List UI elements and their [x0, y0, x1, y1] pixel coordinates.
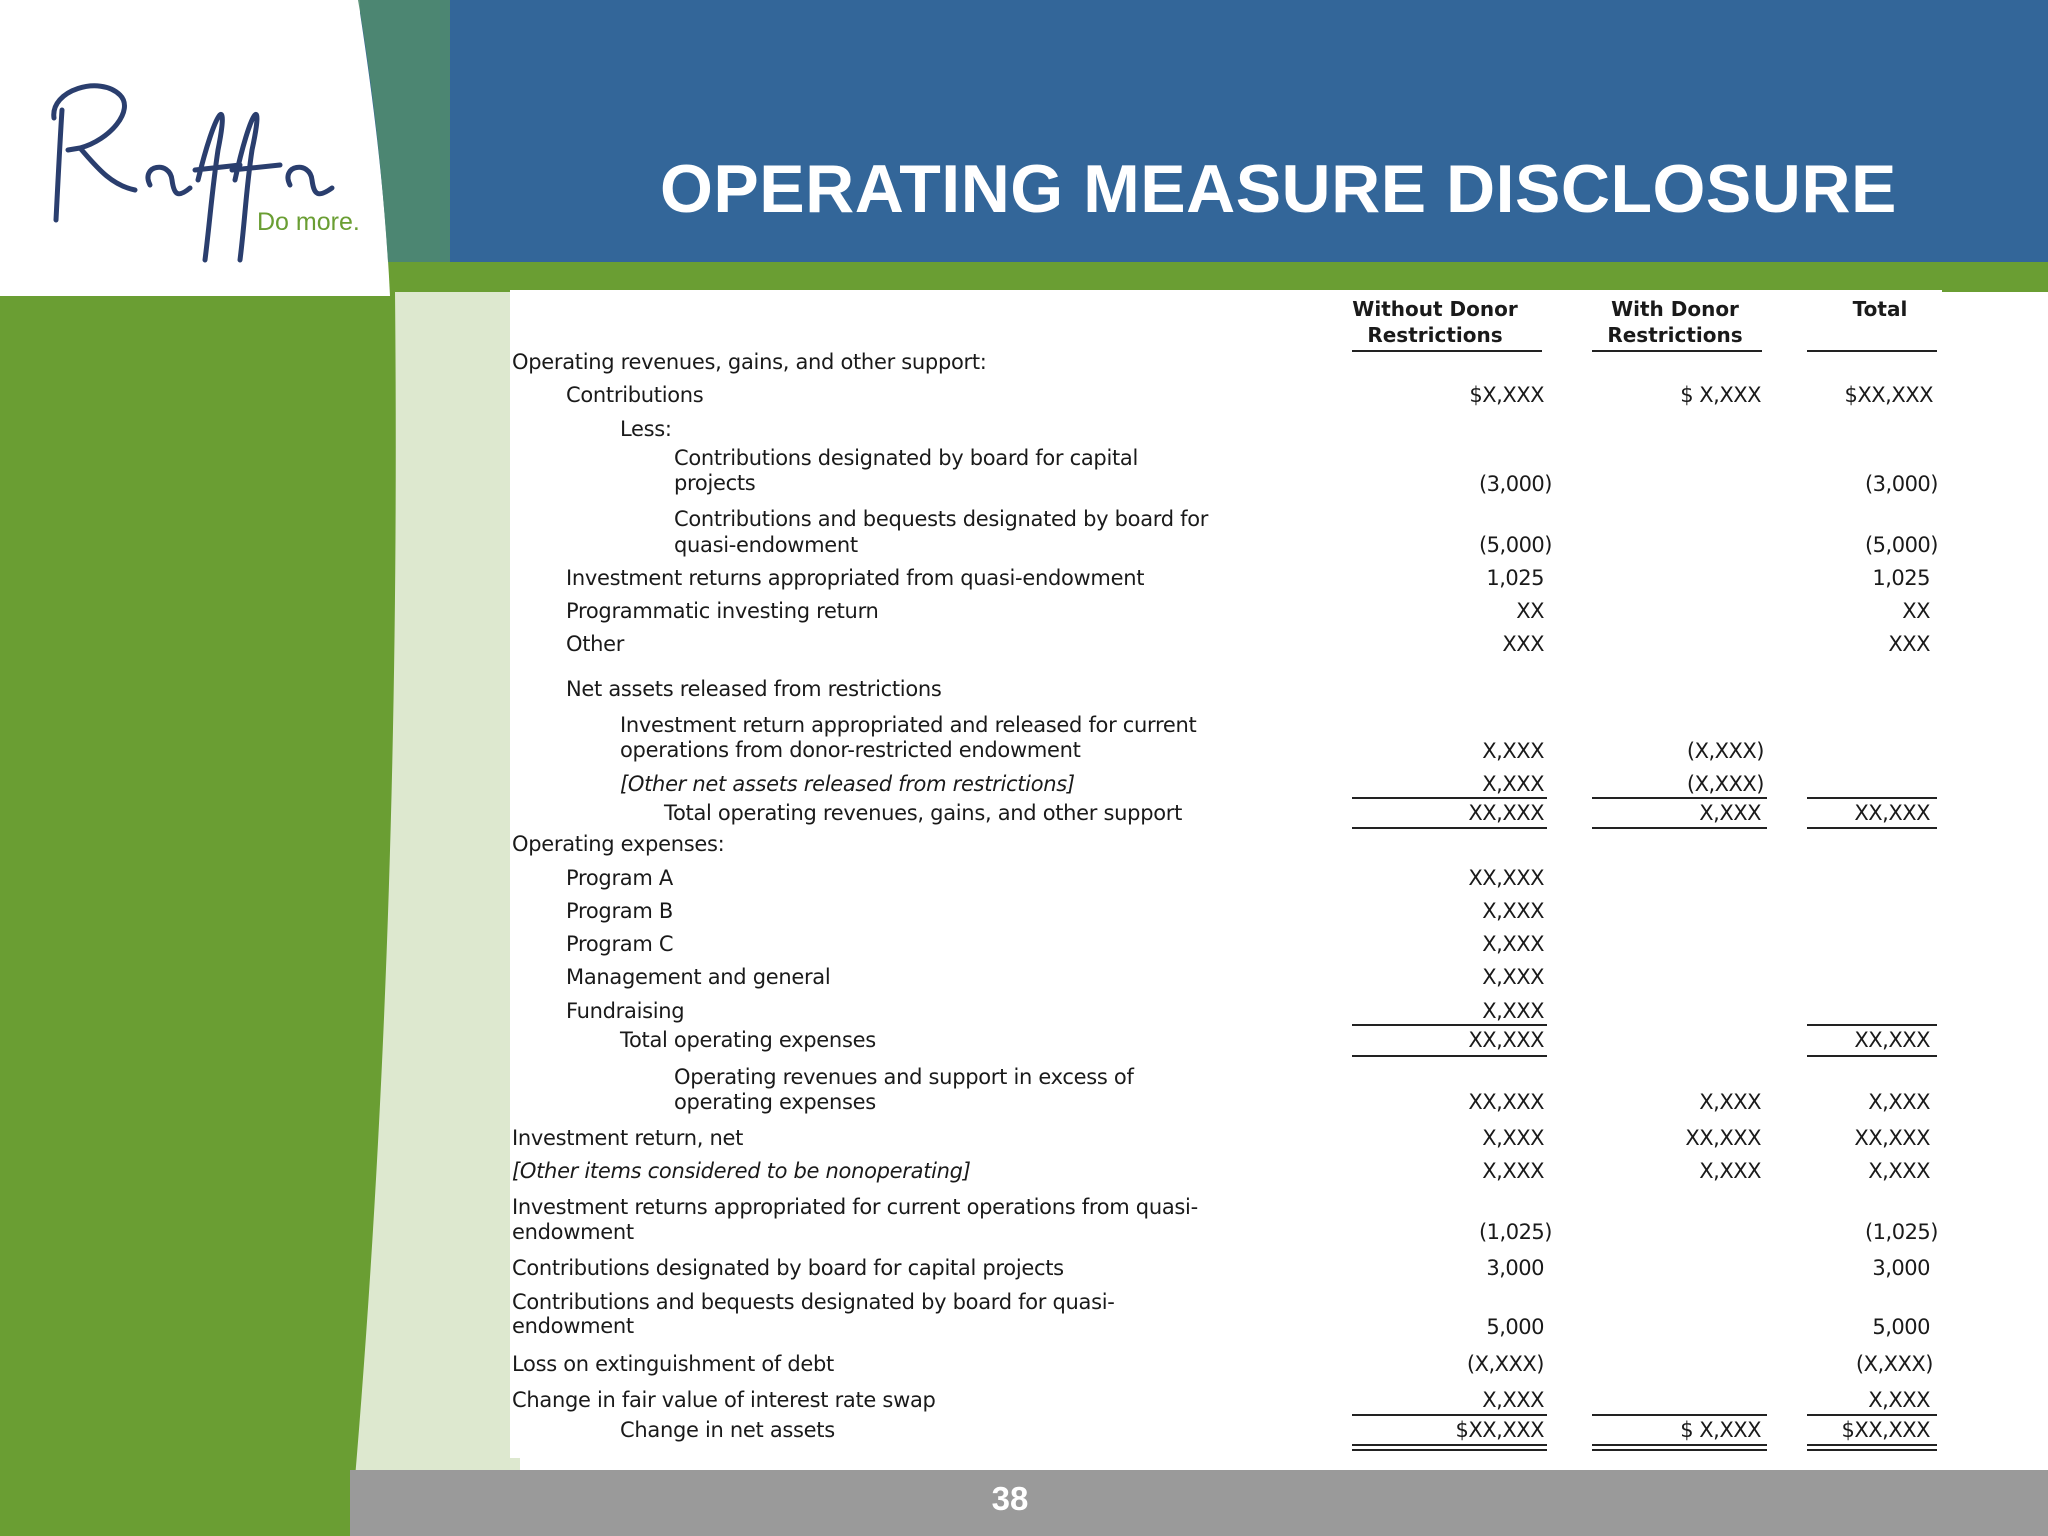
financial-statement — [510, 290, 1942, 1458]
left-green-panel — [0, 292, 420, 1536]
value-total: (X,XXX) — [1855, 1352, 1933, 1376]
statement-row-label: Total operating revenues, gains, and other support — [664, 801, 1183, 825]
value-with-donor: $ X,XXX — [1680, 383, 1761, 407]
value-total: (3,000) — [1864, 472, 1938, 496]
value-total: X,XXX — [1868, 1090, 1930, 1114]
statement-row-label: Investment return appropriated and released for current — [620, 713, 1197, 737]
value-without-donor: X,XXX — [1482, 965, 1544, 989]
statement-row-label: Investment returns appropriated from quasi-endowment — [566, 566, 1145, 590]
total-double-rule — [1352, 1449, 1547, 1451]
total-double-rule — [1592, 1444, 1767, 1446]
value-without-donor: 5,000 — [1486, 1315, 1544, 1339]
value-without-donor: XXX — [1502, 632, 1544, 656]
statement-row-label: Operating revenues, gains, and other support: — [512, 350, 987, 374]
value-without-donor: X,XXX — [1482, 932, 1544, 956]
value-with-donor: $ X,XXX — [1680, 1418, 1761, 1442]
statement-row-label: Change in net assets — [620, 1418, 835, 1442]
statement-row-label: Contributions designated by board for capital projects — [512, 1256, 1064, 1280]
value-total: $XX,XXX — [1844, 383, 1933, 407]
statement-row-label: Net assets released from restrictions — [566, 677, 942, 701]
statement-row-label: Investment return, net — [512, 1126, 744, 1150]
total-rule — [1352, 1055, 1547, 1057]
subtotal-rule — [1807, 1024, 1937, 1026]
statement-row-label: Less: — [620, 417, 672, 441]
value-without-donor: (5,000) — [1478, 533, 1552, 557]
value-without-donor: X,XXX — [1482, 1159, 1544, 1183]
value-without-donor: 1,025 — [1486, 566, 1544, 590]
statement-row-label-cont: endowment — [512, 1220, 634, 1244]
subtotal-rule — [1352, 797, 1547, 799]
value-with-donor: X,XXX — [1699, 1090, 1761, 1114]
value-total: XX,XXX — [1854, 1126, 1930, 1150]
value-without-donor: 3,000 — [1486, 1256, 1544, 1280]
statement-row-label: [Other net assets released from restrictions] — [620, 772, 1075, 796]
value-without-donor: (X,XXX) — [1466, 1352, 1544, 1376]
value-without-donor: (1,025) — [1478, 1220, 1552, 1244]
value-with-donor: X,XXX — [1699, 801, 1761, 825]
value-without-donor: XX,XXX — [1468, 1028, 1544, 1052]
slide-title: OPERATING MEASURE DISCLOSURE — [660, 151, 1897, 227]
value-with-donor: (X,XXX) — [1686, 739, 1764, 763]
header-underline — [1352, 350, 1542, 352]
statement-row-label: Contributions designated by board for capital — [674, 446, 1139, 470]
column-header-without-donor: Without Donor Restrictions — [1352, 297, 1518, 347]
value-without-donor: X,XXX — [1482, 1388, 1544, 1412]
total-double-rule — [1592, 1449, 1767, 1451]
value-without-donor: $X,XXX — [1469, 383, 1544, 407]
subtotal-rule — [1352, 1414, 1547, 1416]
column-header-total: Total — [1852, 297, 1908, 321]
total-double-rule — [1807, 1449, 1937, 1451]
statement-row-label: Operating expenses: — [512, 832, 725, 856]
total-rule — [1807, 827, 1937, 829]
logo-tagline: Do more. — [257, 208, 360, 236]
subtotal-rule — [1807, 797, 1937, 799]
statement-row-label-cont: operations from donor-restricted endowment — [620, 738, 1081, 762]
value-without-donor: X,XXX — [1482, 1126, 1544, 1150]
value-total: X,XXX — [1868, 1159, 1930, 1183]
value-total: 1,025 — [1872, 566, 1930, 590]
total-rule — [1592, 827, 1767, 829]
statement-row-label: Program A — [566, 866, 673, 890]
value-total: XX,XXX — [1854, 1028, 1930, 1052]
logo — [40, 70, 360, 275]
value-without-donor: X,XXX — [1482, 739, 1544, 763]
statement-row-label-cont: projects — [674, 471, 756, 495]
statement-row-label: Program C — [566, 932, 674, 956]
value-total: XX,XXX — [1854, 801, 1930, 825]
value-total: (5,000) — [1864, 533, 1938, 557]
subtotal-rule — [1352, 1024, 1547, 1026]
value-without-donor: (3,000) — [1478, 472, 1552, 496]
total-rule — [1807, 1055, 1937, 1057]
page-number: 38 — [991, 1480, 1029, 1517]
value-total: XXX — [1888, 632, 1930, 656]
total-double-rule — [1352, 1444, 1547, 1446]
statement-row-label: Contributions — [566, 383, 704, 407]
statement-row-label: Operating revenues and support in excess of — [674, 1065, 1134, 1089]
value-total: $XX,XXX — [1841, 1418, 1930, 1442]
statement-row-label: Loss on extinguishment of debt — [512, 1352, 834, 1376]
header-green-stripe — [360, 262, 2048, 292]
value-with-donor: XX,XXX — [1685, 1126, 1761, 1150]
value-total: 5,000 — [1872, 1315, 1930, 1339]
raffa-logo-graphic — [40, 70, 360, 270]
statement-row-label: Management and general — [566, 965, 831, 989]
total-rule — [1352, 827, 1547, 829]
value-without-donor: XX — [1516, 599, 1544, 623]
value-total: (1,025) — [1864, 1220, 1938, 1244]
statement-row-label-cont: operating expenses — [674, 1090, 876, 1114]
value-without-donor: X,XXX — [1482, 772, 1544, 796]
statement-row-label: Program B — [566, 899, 673, 923]
value-without-donor: $XX,XXX — [1455, 1418, 1544, 1442]
statement-row-label-cont: endowment — [512, 1314, 634, 1338]
statement-row-label: [Other items considered to be nonoperating] — [512, 1159, 971, 1183]
value-without-donor: XX,XXX — [1468, 801, 1544, 825]
value-total: X,XXX — [1868, 1388, 1930, 1412]
value-with-donor: X,XXX — [1699, 1159, 1761, 1183]
value-without-donor: X,XXX — [1482, 999, 1544, 1023]
statement-row-label: Investment returns appropriated for current operations from quasi- — [512, 1195, 1198, 1219]
statement-row-label: Programmatic investing return — [566, 599, 879, 623]
statement-row-label: Change in fair value of interest rate swap — [512, 1388, 936, 1412]
subtotal-rule — [1592, 1414, 1767, 1416]
value-without-donor: X,XXX — [1482, 899, 1544, 923]
total-double-rule — [1807, 1444, 1937, 1446]
subtotal-rule — [1592, 797, 1767, 799]
value-with-donor: (X,XXX) — [1686, 772, 1764, 796]
statement-row-label: Contributions and bequests designated by board for — [674, 507, 1209, 531]
value-total: 3,000 — [1872, 1256, 1930, 1280]
value-total: XX — [1902, 599, 1930, 623]
statement-row-label: Total operating expenses — [620, 1028, 876, 1052]
statement-row-label-cont: quasi-endowment — [674, 533, 858, 557]
header-underline — [1592, 350, 1762, 352]
subtotal-rule — [1807, 1414, 1937, 1416]
value-without-donor: XX,XXX — [1468, 1090, 1544, 1114]
column-header-with-donor: With Donor Restrictions — [1607, 297, 1743, 347]
statement-row-label: Other — [566, 632, 625, 656]
value-without-donor: XX,XXX — [1468, 866, 1544, 890]
statement-row-label: Fundraising — [566, 999, 685, 1023]
header-underline — [1807, 350, 1937, 352]
statement-row-label: Contributions and bequests designated by board for quasi- — [512, 1290, 1115, 1314]
